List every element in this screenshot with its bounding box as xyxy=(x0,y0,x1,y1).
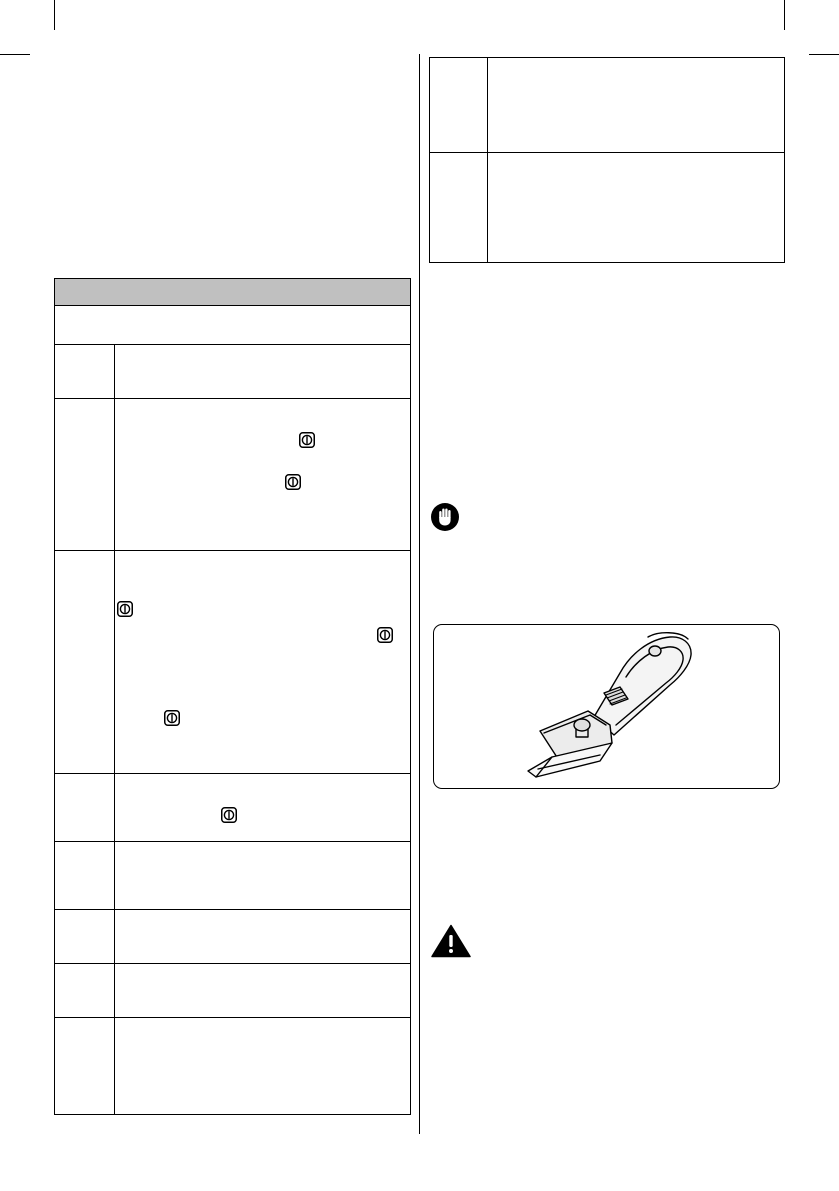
table-rule xyxy=(54,550,411,551)
table-rule xyxy=(54,841,411,842)
power-key-icon xyxy=(285,474,301,490)
crop-mark-top-left-horizontal xyxy=(0,54,30,55)
crop-mark-top-right-horizontal xyxy=(809,54,839,55)
hand-stop-icon xyxy=(430,502,460,532)
power-key-icon xyxy=(117,601,133,617)
crop-mark-top-left-vertical xyxy=(54,0,55,30)
table-header xyxy=(55,279,410,306)
table-rule xyxy=(54,773,411,774)
table-rule xyxy=(54,1017,411,1018)
table-rule xyxy=(54,398,411,399)
glass-scraper-illustration xyxy=(434,625,778,787)
power-key-icon xyxy=(221,807,237,823)
table-rule xyxy=(54,909,411,910)
right-table xyxy=(429,57,785,263)
column-divider xyxy=(419,54,420,1134)
power-key-icon xyxy=(377,627,393,643)
table-column-rule xyxy=(114,344,115,1115)
table-column-rule xyxy=(487,57,488,263)
table-rule xyxy=(429,152,785,153)
table-rule xyxy=(54,344,411,345)
power-key-icon xyxy=(164,710,180,726)
left-table xyxy=(54,278,411,1115)
power-key-icon xyxy=(299,432,315,448)
scraper-illustration-frame xyxy=(433,624,780,789)
table-rule xyxy=(54,305,411,306)
warning-triangle-icon xyxy=(431,924,471,958)
crop-mark-top-right-vertical xyxy=(784,0,785,30)
table-rule xyxy=(54,963,411,964)
